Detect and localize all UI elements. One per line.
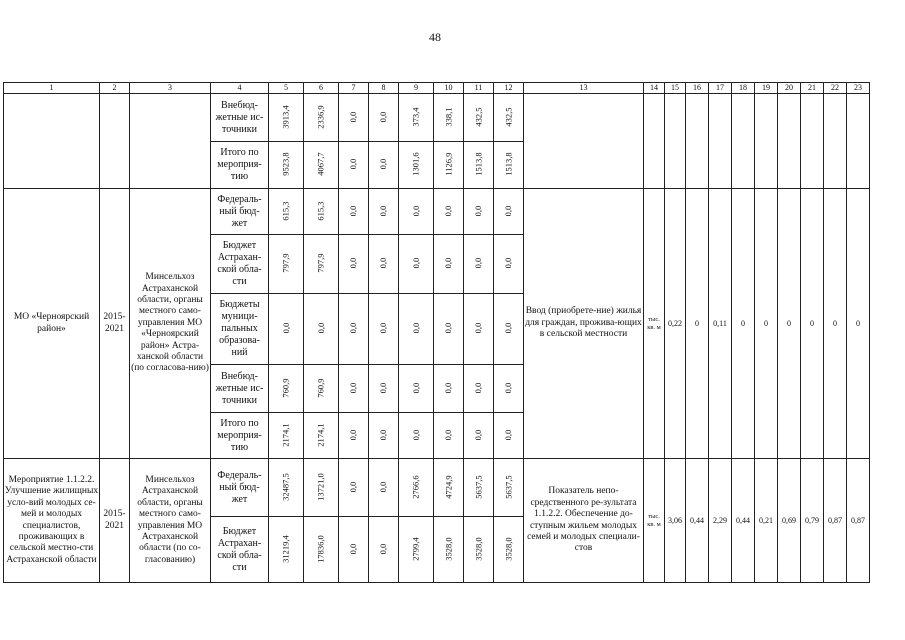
- blank-cell: [801, 94, 824, 189]
- cell-value: 0,0: [378, 257, 389, 269]
- cell-value: 797,9: [315, 253, 326, 273]
- amount-cell: [434, 235, 464, 294]
- funding-source: Внебюд-жетные ис-точники: [211, 94, 269, 142]
- indicator-value: 2,29: [709, 459, 732, 583]
- column-number: 5: [269, 83, 304, 94]
- amount-cell: [269, 413, 304, 459]
- column-number: 20: [778, 83, 801, 94]
- blank-cell: [130, 94, 211, 189]
- amount-cell: [339, 413, 369, 459]
- column-number: 11: [464, 83, 494, 94]
- cell-value: 0,0: [280, 322, 291, 334]
- cell-value: 0,0: [378, 158, 389, 170]
- amount-cell: [369, 413, 399, 459]
- column-number: 13: [524, 83, 644, 94]
- cell-value: 3528,0: [443, 536, 454, 561]
- funding-source: Внебюд-жетные ис-точники: [211, 365, 269, 413]
- amount-cell: [399, 517, 434, 583]
- cell-value: 760,9: [280, 378, 291, 398]
- amount-cell: [434, 142, 464, 189]
- column-number: 15: [665, 83, 686, 94]
- column-number: 7: [339, 83, 369, 94]
- indicator-value: 0,69: [778, 459, 801, 583]
- amount-cell: [494, 94, 524, 142]
- amount-cell: [494, 459, 524, 517]
- blank-cell: [732, 94, 755, 189]
- cell-value: 0,0: [378, 481, 389, 492]
- table-row: [4, 189, 870, 235]
- amount-cell: [339, 94, 369, 142]
- cell-value: 3913,4: [280, 104, 291, 129]
- column-number: 6: [304, 83, 339, 94]
- indicator-value: 0: [778, 189, 801, 459]
- cell-value: 0,0: [348, 158, 359, 170]
- cell-value: 1301,6: [410, 152, 421, 176]
- municipality-name: МО «Черноярский район»: [4, 189, 100, 459]
- amount-cell: [399, 94, 434, 142]
- blank-cell: [686, 94, 709, 189]
- blank-cell: [524, 94, 644, 189]
- cell-value: 0,0: [378, 322, 389, 334]
- amount-cell: [339, 189, 369, 235]
- funding-source: Федераль-ный бюд-жет: [211, 189, 269, 235]
- column-number: 22: [824, 83, 847, 94]
- column-number: 21: [801, 83, 824, 94]
- amount-cell: [369, 459, 399, 517]
- cell-value: 0,0: [410, 257, 421, 269]
- cell-value: 0,0: [378, 429, 389, 440]
- cell-value: 0,0: [443, 382, 454, 393]
- indicator-value: 0,11: [709, 189, 732, 459]
- amount-cell: [494, 294, 524, 365]
- cell-value: 4724,9: [443, 474, 454, 499]
- cell-value: 2336,9: [315, 104, 326, 129]
- cell-value: 0,0: [410, 322, 421, 334]
- cell-value: 615,3: [315, 201, 326, 221]
- amount-cell: [464, 517, 494, 583]
- amount-cell: [494, 142, 524, 189]
- cell-value: 32487,5: [280, 472, 291, 501]
- cell-value: 0,0: [348, 543, 359, 554]
- indicator-value: 0: [824, 189, 847, 459]
- amount-cell: [494, 235, 524, 294]
- blank-cell: [100, 94, 130, 189]
- amount-cell: [464, 235, 494, 294]
- funding-source: Бюджет Астрахан-ской обла-сти: [211, 517, 269, 583]
- cell-value: 0,0: [503, 382, 514, 393]
- indicator-value: 0,44: [732, 459, 755, 583]
- funding-source: Бюджеты муници-пальных образова-ний: [211, 294, 269, 365]
- funding-source: Федераль-ный бюд-жет: [211, 459, 269, 517]
- cell-value: 615,3: [280, 201, 291, 221]
- amount-cell: [494, 413, 524, 459]
- amount-cell: [464, 189, 494, 235]
- cell-value: 0,0: [473, 429, 484, 440]
- amount-cell: [399, 413, 434, 459]
- amount-cell: [464, 459, 494, 517]
- amount-cell: [269, 517, 304, 583]
- indicator-value: 0: [686, 189, 709, 459]
- amount-cell: [339, 365, 369, 413]
- amount-cell: [339, 235, 369, 294]
- amount-cell: [464, 413, 494, 459]
- amount-cell: [494, 365, 524, 413]
- cell-value: 0,0: [473, 205, 484, 216]
- cell-value: 0,0: [503, 205, 514, 216]
- table-row: [4, 459, 870, 517]
- cell-value: 5637,5: [503, 474, 514, 499]
- column-number: 10: [434, 83, 464, 94]
- municipality-executor: Минсельхоз Астраханской области, органы местного само-управления МО «Черноярский район» Астра-ханской области (по согласова-нию): [130, 189, 211, 459]
- blank-cell: [665, 94, 686, 189]
- amount-cell: [399, 189, 434, 235]
- amount-cell: [494, 189, 524, 235]
- cell-value: 0,0: [378, 205, 389, 216]
- cell-value: 2174,1: [280, 422, 291, 447]
- column-number: 4: [211, 83, 269, 94]
- cell-value: 5637,5: [473, 474, 484, 499]
- cell-value: 0,0: [443, 429, 454, 440]
- amount-cell: [369, 189, 399, 235]
- cell-value: 9523,8: [280, 152, 291, 176]
- funding-source: Бюджет Астрахан-ской обла-сти: [211, 235, 269, 294]
- amount-cell: [304, 365, 339, 413]
- cell-value: 0,0: [348, 382, 359, 393]
- cell-value: 0,0: [503, 322, 514, 334]
- amount-cell: [434, 189, 464, 235]
- cell-value: 0,0: [443, 205, 454, 216]
- funding-source: Итого по мероприя-тию: [211, 142, 269, 189]
- cell-value: 0,0: [503, 257, 514, 269]
- cell-value: 31219,4: [280, 534, 291, 563]
- cell-value: 4067,7: [315, 152, 326, 176]
- amount-cell: [434, 413, 464, 459]
- cell-value: 2766,6: [410, 474, 421, 499]
- cell-value: 0,0: [473, 382, 484, 393]
- column-number: 19: [755, 83, 778, 94]
- indicator-text: Ввод (приобрете-ние) жилья для граждан, прожива-ющих в сельской местности: [524, 189, 644, 459]
- column-number: 9: [399, 83, 434, 94]
- funding-source: Итого по мероприя-тию: [211, 413, 269, 459]
- amount-cell: [269, 142, 304, 189]
- amount-cell: [304, 459, 339, 517]
- budget-table: [3, 82, 870, 583]
- amount-cell: [464, 365, 494, 413]
- indicator-value: 0,87: [824, 459, 847, 583]
- amount-cell: [369, 294, 399, 365]
- column-number: 2: [100, 83, 130, 94]
- amount-cell: [369, 142, 399, 189]
- cell-value: 338,1: [443, 107, 454, 127]
- column-number: 1: [4, 83, 100, 94]
- indicator-value: 0: [732, 189, 755, 459]
- cell-value: 0,0: [378, 382, 389, 393]
- cell-value: 0,0: [348, 257, 359, 269]
- amount-cell: [304, 142, 339, 189]
- table-row: [4, 94, 870, 142]
- cell-value: 432,5: [473, 107, 484, 127]
- column-number: 8: [369, 83, 399, 94]
- amount-cell: [304, 94, 339, 142]
- amount-cell: [339, 517, 369, 583]
- amount-cell: [304, 413, 339, 459]
- amount-cell: [304, 517, 339, 583]
- cell-value: 0,0: [348, 481, 359, 492]
- amount-cell: [269, 294, 304, 365]
- measure-executor: Минсельхоз Астраханской области, органы местного само-управления МО Астраханской области (по со-гласованию): [130, 459, 211, 583]
- cell-value: 0,0: [378, 543, 389, 554]
- indicator-value: 3,06: [665, 459, 686, 583]
- cell-value: 0,0: [410, 205, 421, 216]
- amount-cell: [369, 365, 399, 413]
- cell-value: 2174,1: [315, 422, 326, 447]
- header-row: [4, 83, 870, 94]
- amount-cell: [434, 459, 464, 517]
- amount-cell: [369, 94, 399, 142]
- measure-period: 2015-2021: [100, 459, 130, 583]
- cell-value: 17836,0: [315, 534, 326, 563]
- cell-value: 373,4: [410, 107, 421, 127]
- cell-value: 760,9: [315, 378, 326, 398]
- amount-cell: [434, 294, 464, 365]
- cell-value: 797,9: [280, 253, 291, 273]
- indicator-value: 0,21: [755, 459, 778, 583]
- cell-value: 0,0: [348, 205, 359, 216]
- indicator-value: 0: [847, 189, 870, 459]
- indicator-value: 0: [755, 189, 778, 459]
- amount-cell: [369, 517, 399, 583]
- indicator-value: 0: [801, 189, 824, 459]
- amount-cell: [339, 459, 369, 517]
- amount-cell: [399, 235, 434, 294]
- amount-cell: [339, 294, 369, 365]
- cell-value: 0,0: [348, 322, 359, 334]
- amount-cell: [269, 94, 304, 142]
- cell-value: 0,0: [315, 322, 326, 334]
- blank-cell: [847, 94, 870, 189]
- indicator-unit: тыс. кв. м: [644, 459, 665, 583]
- amount-cell: [304, 294, 339, 365]
- cell-value: 0,0: [473, 257, 484, 269]
- column-number: 3: [130, 83, 211, 94]
- amount-cell: [494, 517, 524, 583]
- indicator-value: 0,22: [665, 189, 686, 459]
- column-number: 14: [644, 83, 665, 94]
- indicator-text: Показатель непо-средственного ре-зультата 1.1.2.2. Обеспечение до-ступным жильем молодых семей и молодых специали-стов: [524, 459, 644, 583]
- measure-name: Мероприятие 1.1.2.2. Улучшение жилищных усло-вий молодых се-мей и молодых специалистов, проживающих в сельской местно-сти Астраханской области: [4, 459, 100, 583]
- indicator-value: 0,44: [686, 459, 709, 583]
- cell-value: 1513,8: [473, 152, 484, 176]
- amount-cell: [464, 294, 494, 365]
- municipality-period: 2015-2021: [100, 189, 130, 459]
- column-number: 17: [709, 83, 732, 94]
- cell-value: 0,0: [443, 257, 454, 269]
- amount-cell: [434, 365, 464, 413]
- column-number: 23: [847, 83, 870, 94]
- blank-cell: [755, 94, 778, 189]
- cell-value: 432,5: [503, 107, 514, 127]
- amount-cell: [269, 459, 304, 517]
- amount-cell: [269, 365, 304, 413]
- cell-value: 1513,8: [503, 152, 514, 176]
- column-number: 16: [686, 83, 709, 94]
- amount-cell: [399, 459, 434, 517]
- amount-cell: [339, 142, 369, 189]
- indicator-value: 0,87: [847, 459, 870, 583]
- page-number: 48: [429, 30, 441, 44]
- blank-cell: [778, 94, 801, 189]
- column-number: 18: [732, 83, 755, 94]
- amount-cell: [304, 235, 339, 294]
- cell-value: 0,0: [378, 111, 389, 122]
- amount-cell: [464, 142, 494, 189]
- cell-value: 0,0: [443, 322, 454, 334]
- cell-value: 0,0: [348, 111, 359, 122]
- cell-value: 0,0: [410, 382, 421, 393]
- cell-value: 3528,0: [503, 536, 514, 561]
- amount-cell: [399, 294, 434, 365]
- cell-value: 0,0: [410, 429, 421, 440]
- cell-value: 3528,0: [473, 536, 484, 561]
- column-number: 12: [494, 83, 524, 94]
- indicator-value: 0,79: [801, 459, 824, 583]
- amount-cell: [434, 94, 464, 142]
- blank-cell: [824, 94, 847, 189]
- amount-cell: [369, 235, 399, 294]
- cell-value: 0,0: [503, 429, 514, 440]
- cell-value: 0,0: [473, 322, 484, 334]
- amount-cell: [269, 189, 304, 235]
- cell-value: 1126,9: [443, 152, 454, 176]
- indicator-unit: тыс. кв. м: [644, 189, 665, 459]
- blank-cell: [4, 94, 100, 189]
- cell-value: 13721,0: [315, 472, 326, 501]
- amount-cell: [399, 142, 434, 189]
- amount-cell: [464, 94, 494, 142]
- blank-cell: [644, 94, 665, 189]
- amount-cell: [399, 365, 434, 413]
- blank-cell: [709, 94, 732, 189]
- amount-cell: [434, 517, 464, 583]
- amount-cell: [269, 235, 304, 294]
- cell-value: 2799,4: [410, 536, 421, 561]
- cell-value: 0,0: [348, 429, 359, 440]
- amount-cell: [304, 189, 339, 235]
